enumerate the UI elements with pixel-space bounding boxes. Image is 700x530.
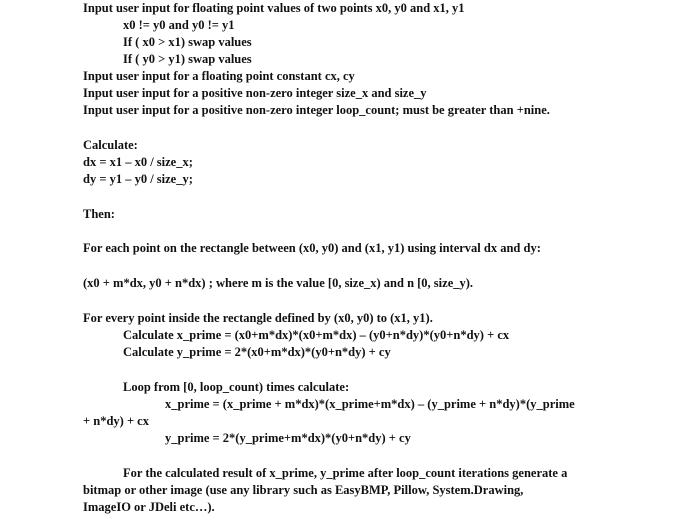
inside-line-3: Calculate y_prime = 2*(x0+m*dx)*(y0+n*dy) + cy <box>123 345 391 359</box>
final-line-3: ImageIO or JDeli etc…). <box>83 500 215 514</box>
calculate-dy: dy = y1 – y0 / size_y; <box>83 172 193 186</box>
loop-line-4: y_prime = 2*(y_prime+m*dx)*(y0+n*dy) + cy <box>165 431 411 445</box>
then-rectangle-line: For each point on the rectangle between (x0, y0) and (x1, y1) using interval dx and dy: <box>83 241 541 255</box>
intro-line-6: Input user input for a positive non-zero integer size_x and size_y <box>83 86 427 100</box>
inside-line-1: For every point inside the rectangle defined by (x0, y0) to (x1, y1). <box>83 311 433 325</box>
intro-line-7: Input user input for a positive non-zero integer loop_count; must be greater than +nine. <box>83 103 550 117</box>
loop-line-1: Loop from [0, loop_count) times calculate: <box>123 380 350 394</box>
inside-line-2: Calculate x_prime = (x0+m*dx)*(x0+m*dx) – (y0+n*dy)*(y0+n*dy) + cx <box>123 328 510 342</box>
then-point-line: (x0 + m*dx, y0 + n*dx) ; where m is the value [0, size_x) and n [0, size_y). <box>83 276 474 290</box>
final-line-2: bitmap or other image (use any library such as EasyBMP, Pillow, System.Drawing, <box>83 483 524 497</box>
then-heading: Then: <box>83 207 115 221</box>
loop-line-3: + n*dy) + cx <box>83 414 149 428</box>
intro-line-3: If ( x0 > x1) swap values <box>123 35 252 49</box>
intro-line-2: x0 != y0 and y0 != y1 <box>123 18 235 32</box>
intro-line-5: Input user input for a floating point constant cx, cy <box>83 69 355 83</box>
intro-line-1: Input user input for floating point values of two points x0, y0 and x1, y1 <box>83 1 465 15</box>
final-line-1: For the calculated result of x_prime, y_prime after loop_count iterations generate a <box>123 466 568 480</box>
loop-line-2: x_prime = (x_prime + m*dx)*(x_prime+m*dx) – (y_prime + n*dy)*(y_prime <box>165 397 575 411</box>
calculate-heading: Calculate: <box>83 138 138 152</box>
intro-line-4: If ( y0 > y1) swap values <box>123 52 252 66</box>
calculate-dx: dx = x1 – x0 / size_x; <box>83 155 193 169</box>
